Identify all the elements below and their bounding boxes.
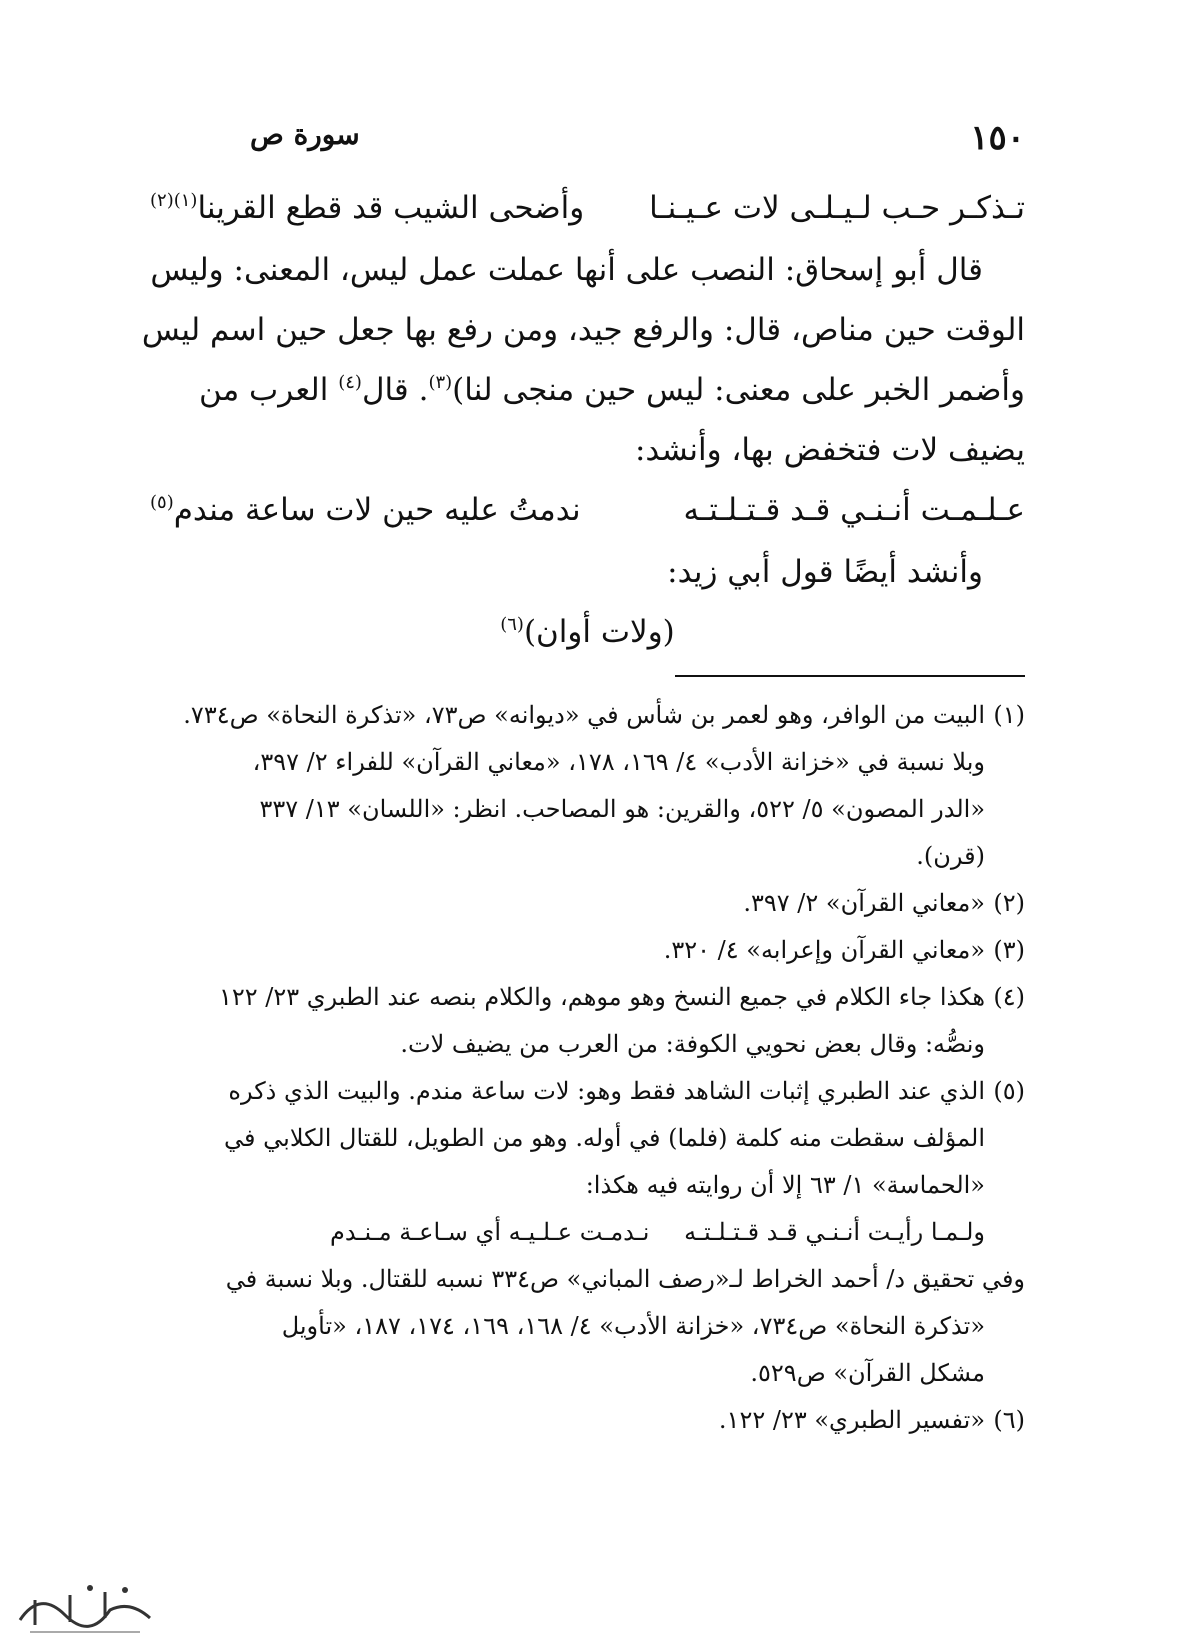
footnotes [150, 692, 1025, 1444]
footnote-text: «تفسير الطبري» ٢٣/ ١٢٢. [718, 1406, 985, 1434]
verse-second-hemistich: نـدمـت عـلـيـه أي سـاعـة مـنـدم [330, 1218, 650, 1246]
text-span: . قال [361, 372, 429, 408]
footnote-line: «الدر المصون» ٥/ ٥٢٢، والقرين: هو المصاحب. انظر: «اللسان» ١٣/ ٣٣٧ [259, 795, 985, 823]
footnote-5 [150, 1068, 1025, 1397]
verse-second-text: وأضحى الشيب قد قطع القرينا [197, 190, 585, 226]
publisher-logo [10, 1570, 160, 1640]
footnote-line: «تذكرة النحاة» ص٧٣٤، «خزانة الأدب» ٤/ ١٦٨، ١٦٩، ١٧٤، ١٨٧، «تأويل [281, 1312, 985, 1340]
paragraph-line: وأنشد أيضًا قول أبي زيد: [667, 554, 983, 590]
main-text [141, 190, 1025, 674]
verse-first-hemistich: ولـمـا رأيـت أنـنـي قـد قـتـلـتـه [684, 1218, 985, 1246]
footnote-line: مشكل القرآن» ص٥٢٩. [750, 1359, 985, 1387]
footnote-text: «معاني القرآن» ٢/ ٣٩٧. [743, 889, 985, 917]
page-header [250, 118, 1025, 168]
footnote-marker: (٥) [150, 492, 174, 513]
paragraph-line: قال أبو إسحاق: النصب على أنها عملت عمل ليس، المعنى: وليس [150, 252, 983, 288]
footnote-4 [150, 974, 1025, 1068]
page-number: ١٥٠ [970, 118, 1025, 158]
poetry-verse [150, 492, 1025, 554]
quote-text: (ولات أوان) [523, 614, 675, 650]
poetry-verse [150, 190, 1025, 252]
footnote-number: (٦) [993, 1406, 1025, 1434]
footnote-text: البيت من الوافر، وهو لعمر بن شأس في «ديوانه» ص٧٣، «تذكرة النحاة» ص٧٣٤. [183, 701, 985, 729]
footnote-marker: (٣) [428, 372, 453, 393]
text-span: وأضمر الخبر على معنى: ليس حين منجى لنا) [452, 372, 1025, 408]
footnote-3 [150, 927, 1025, 974]
footnote-line [150, 974, 1025, 1021]
paragraph-line [150, 372, 1025, 432]
footnote-number: (٥) [993, 1077, 1025, 1105]
running-title: سورة ص [250, 118, 360, 151]
verse-second-hemistich [150, 492, 581, 528]
paragraph-line: يضيف لات فتخفض بها، وأنشد: [634, 432, 1025, 468]
footnote-verse [150, 1209, 1025, 1256]
verse-first-hemistich: تـذكـر حـب لـيـلـى لات عـيـنـا [649, 190, 1025, 226]
verse-second-hemistich [150, 190, 584, 226]
footnote-2 [150, 880, 1025, 927]
verse-first-hemistich: عـلـمـت أنـنـي قـد قـتـلـتـه [683, 492, 1025, 528]
footnote-marker: (٦) [500, 614, 524, 635]
footnote-text: «معاني القرآن وإعرابه» ٤/ ٣٢٠. [663, 936, 985, 964]
footnote-line [150, 692, 1025, 739]
footnote-separator [675, 675, 1025, 677]
verse-second-text: ندمتُ عليه حين لات ساعة مندم [173, 492, 581, 528]
footnote-6 [150, 1397, 1025, 1444]
footnote-marker: (٤) [338, 372, 362, 393]
footnote-number: (١) [993, 701, 1025, 729]
footnote-number: (٤) [993, 983, 1025, 1011]
footnote-number: (٣) [993, 936, 1025, 964]
footnote-line: المؤلف سقطت منه كلمة (فلما) في أوله. وهو من الطويل، للقتال الكلابي في [224, 1124, 985, 1152]
footnote-text: هكذا جاء الكلام في جميع النسخ وهو موهم، والكلام بنصه عند الطبري ٢٣/ ١٢٢ [218, 983, 985, 1011]
footnote-line: «الحماسة» ١/ ٦٣ إلا أن روايته فيه هكذا: [585, 1171, 985, 1199]
footnote-line: وبلا نسبة في «خزانة الأدب» ٤/ ١٦٩، ١٧٨، «معاني القرآن» للفراء ٢/ ٣٩٧، [252, 748, 985, 776]
paragraph-line: الوقت حين مناص، قال: والرفع جيد، ومن رفع بها جعل حين اسم ليس [141, 312, 1025, 348]
centered-quote [150, 614, 1025, 674]
footnote-marker: (١)(٢) [150, 190, 198, 211]
footnote-line [150, 1068, 1025, 1115]
footnote-1 [150, 692, 1025, 880]
footnote-number: (٢) [993, 889, 1025, 917]
footnote-line: (قرن). [916, 842, 985, 870]
footnote-line: ونصُّه: وقال بعض نحويي الكوفة: من العرب من يضيف لات. [400, 1030, 985, 1058]
footnote-text: الذي عند الطبري إثبات الشاهد فقط وهو: لات ساعة مندم. والبيت الذي ذكره [228, 1077, 985, 1105]
footnote-line: وفي تحقيق د/ أحمد الخراط لـ«رصف المباني» ص٣٣٤ نسبه للقتال. وبلا نسبة في [225, 1265, 1025, 1293]
text-span: العرب من [198, 372, 339, 408]
